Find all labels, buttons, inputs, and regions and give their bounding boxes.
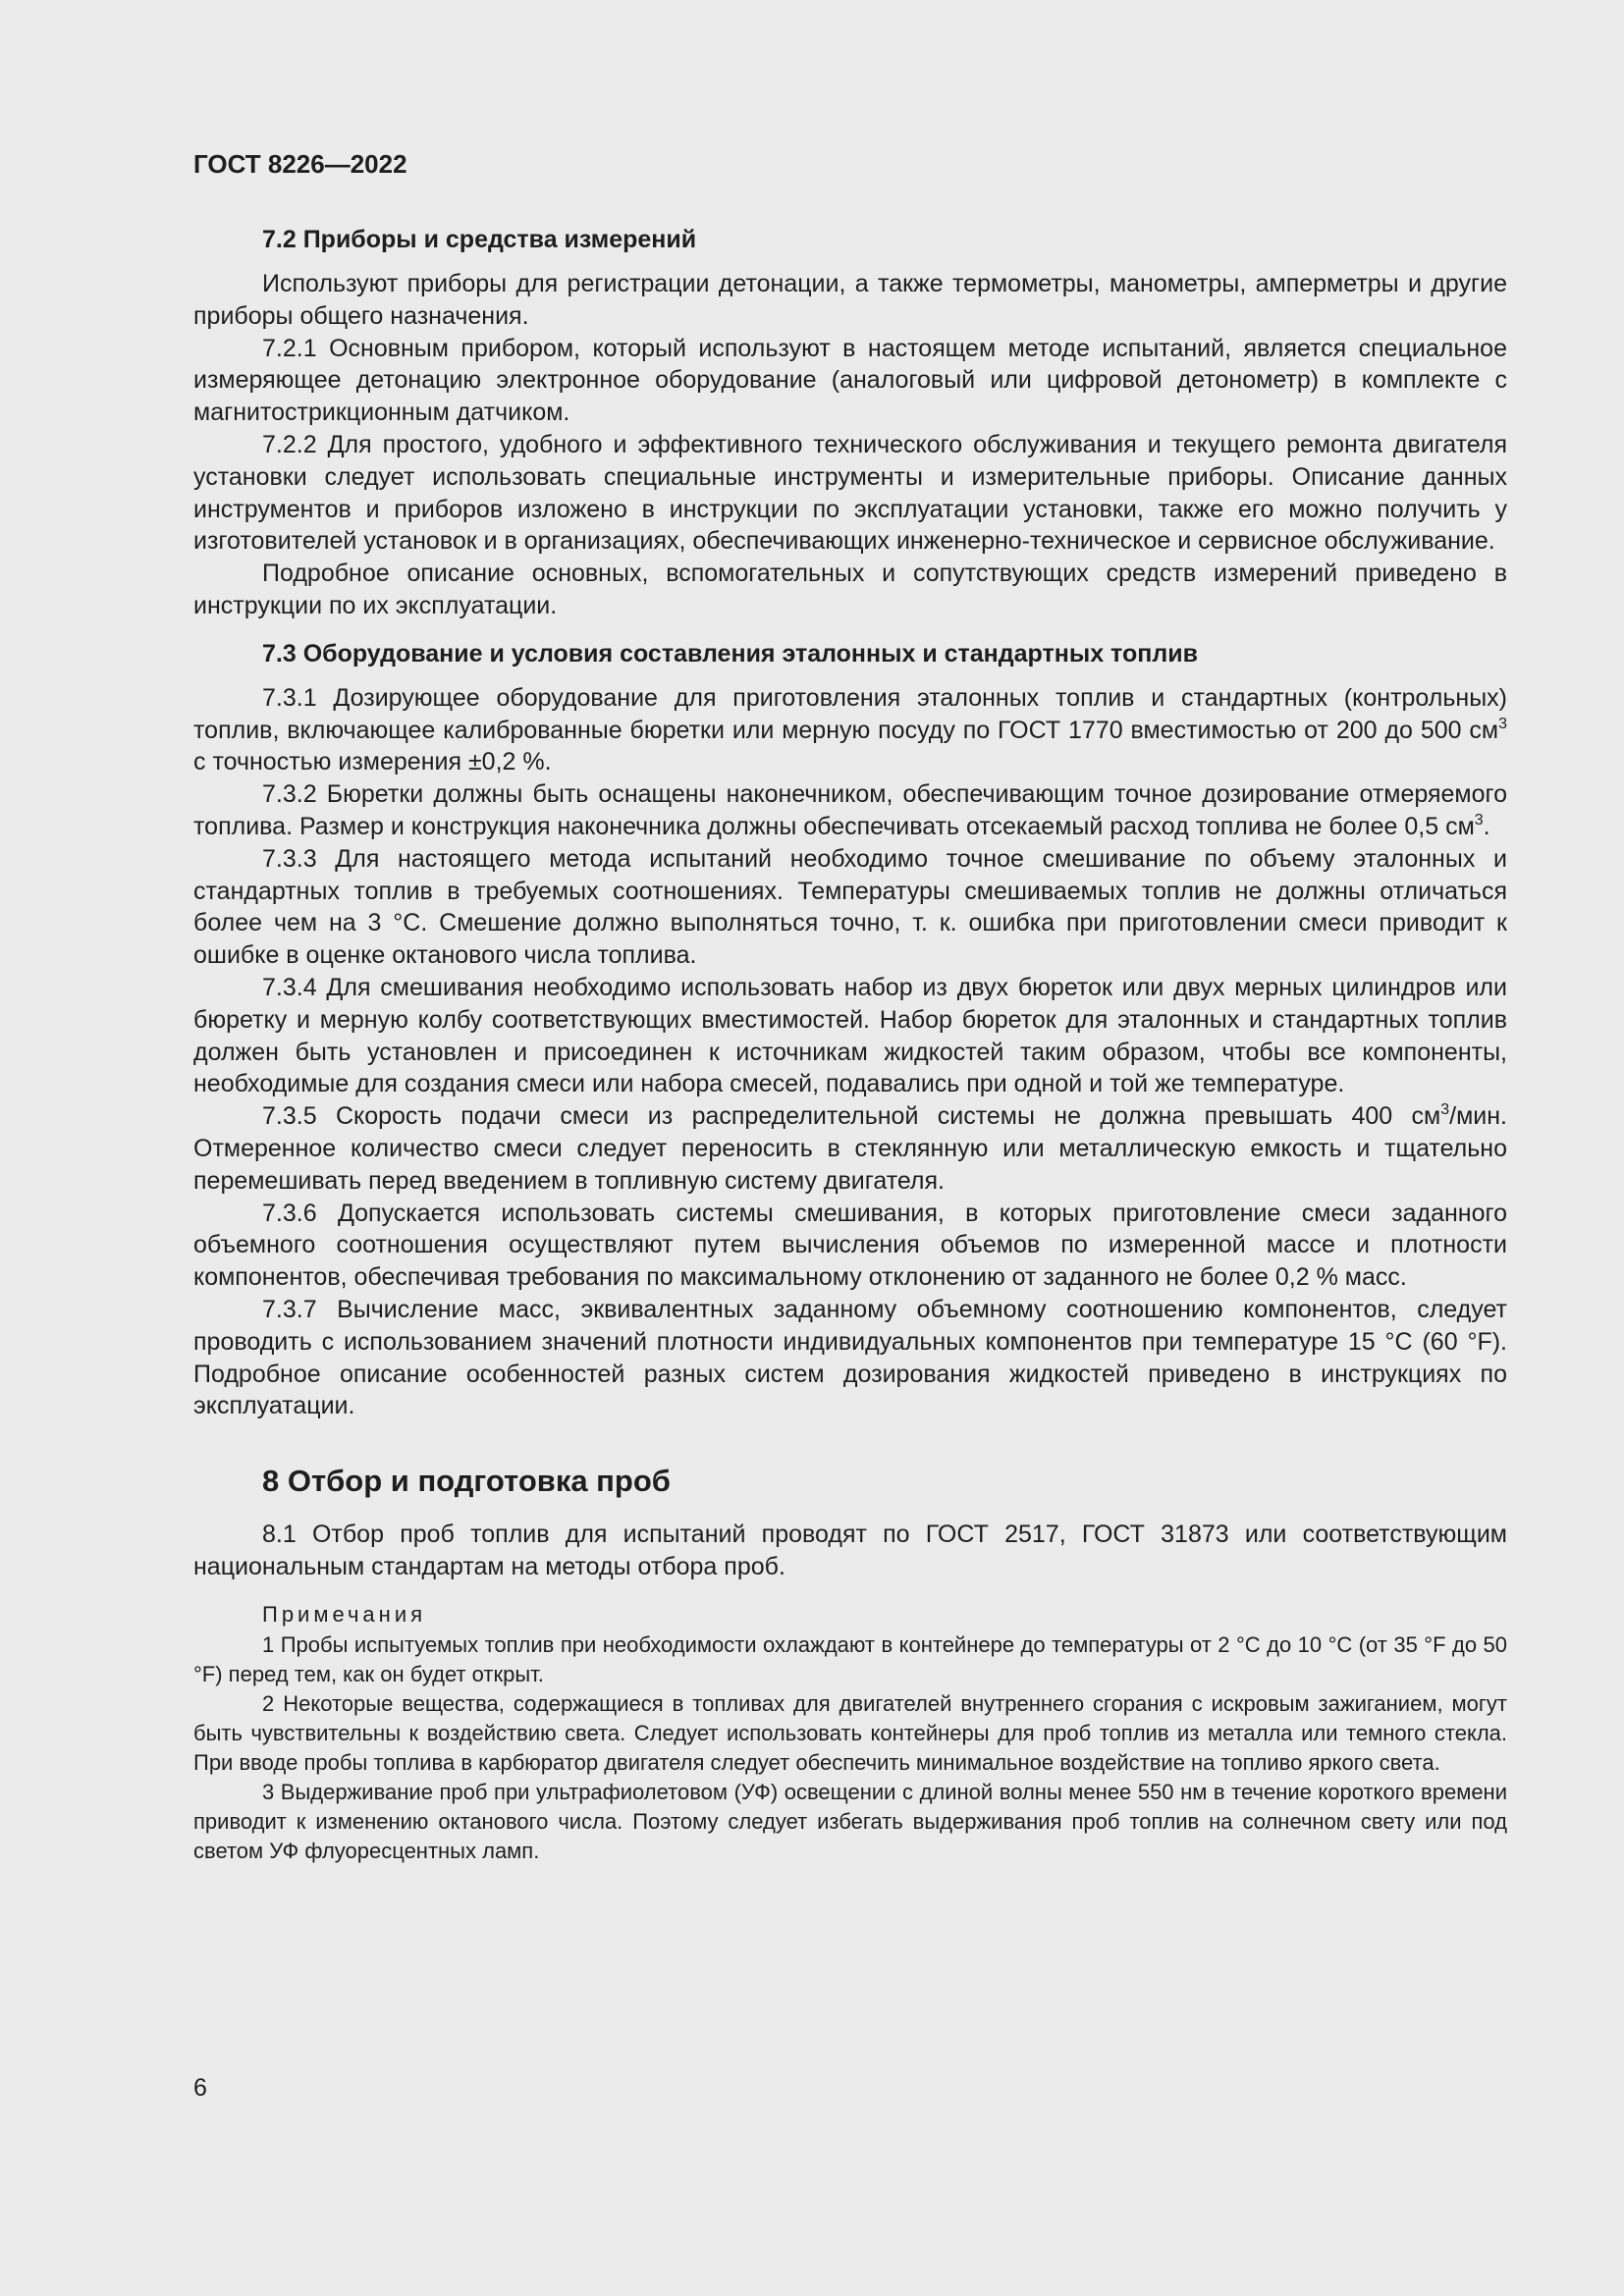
paragraph: 7.3.2 Бюретки должны быть оснащены наконечником, обеспечивающим точное дозирование отмеряемого топлива. Размер и конструкция наконечника должны обеспечивать отсекаемый расход топлива не более 0,5 $см^3$. (193, 780, 1507, 840)
paragraph: 7.2.2 Для простого, удобного и эффективного технического обслуживания и текущего ремонта двигателя установки следует использовать специальные инструменты и измерительные приборы. Описание данных инструментов и приборов изложено в инструкции по эксплуатации установки, также его можно получить у изготовителей установок и в организациях, обеспечивающих инженерно-техническое и сервисное обслуживание. (193, 430, 1507, 556)
section-7-3-heading: 7.3 Оборудование и условия составления эталонных и стандартных топлив (262, 639, 1198, 667)
note: 2 Некоторые вещества, содержащиеся в топливах для двигателей внутреннего сгорания с искровым зажиганием, могут быть чувствительны к воздействию света. Следует использовать контейнеры для проб топлив из металла или темного стекла. При вводе пробы топлива в карбюратор двигателя следует обеспечить минимальное воздействие на топливо яркого света. (193, 1690, 1507, 1775)
section-8-heading: 8 Отбор и подготовка проб (262, 1464, 671, 1499)
paragraph: 7.3.4 Для смешивания необходимо использовать набор из двух бюреток или двух мерных цилиндров или бюретку и мерную колбу соответствующих вместимостей. Набор бюреток для эталонных и стандартных топлив должен быть установлен и присоединен к источникам жидкостей таким образом, чтобы все компоненты, необходимые для создания смеси или набора смесей, подавались при одной и той же температуре. (193, 973, 1507, 1098)
notes-title: Примечания (262, 1601, 427, 1627)
paragraph: 7.3.5 Скорость подачи смеси из распределительной системы не должна превышать 400 $см^3$/мин. Отмеренное количество смеси следует переносить в стеклянную или металлическую емкость и тщательно перемешивать перед введением в топливную систему двигателя. (193, 1101, 1507, 1195)
note: 1 Пробы испытуемых топлив при необходимости охлаждают в контейнере до температуры от 2 °С до 10 °С (от 35 °F до 50 °F) перед тем, как он будет открыт. (193, 1631, 1507, 1686)
paragraph: Подробное описание основных, вспомогательных и сопутствующих средств измерений приведено в инструкции по их эксплуатации. (193, 560, 1507, 619)
note: 3 Выдерживание проб при ультрафиолетовом (УФ) освещении с длиной волны менее 550 нм в течение короткого времени приводит к изменению октанового числа. Поэтому следует избегать выдерживания проб топлив на солнечном свету или под светом УФ флуоресцентных ламп. (193, 1779, 1507, 1863)
page-number: 6 (193, 2074, 207, 2102)
paragraph: 7.3.6 Допускается использовать системы смешивания, в которых приготовление смеси заданного объемного соотношения осуществляют путем вычисления объемов по измеренной массе и плотности компонентов, обеспечивая требования по максимальному отклонению от заданного не более 0,2 % масс. (193, 1199, 1507, 1292)
paragraph: 7.3.3 Для настоящего метода испытаний необходимо точное смешивание по объему эталонных и стандартных топлив в требуемых соотношениях. Температуры смешиваемых топлив не должны отличаться более чем на 3 °С. Смешение должно выполняться точно, т. к. ошибка при приготовлении смеси приводит к ошибке в оценке октанового числа топлива. (193, 844, 1507, 970)
paragraph: 8.1 Отбор проб топлив для испытаний проводят по ГОСТ 2517, ГОСТ 31873 или соответствующим национальным стандартам на методы отбора проб. (193, 1521, 1507, 1580)
paragraph: 7.3.1 Дозирующее оборудование для приготовления эталонных топлив и стандартных (контрольных) топлив, включающее калиброванные бюретки или мерную посуду по ГОСТ 1770 вместимостью от 200 до 500 $см^3$ с точностью измерения ±0,2 %. (193, 683, 1507, 776)
document-page (193, 147, 1507, 1866)
paragraph: Используют приборы для регистрации детонации, а также термометры, манометры, амперметры и другие приборы общего назначения. (193, 270, 1507, 330)
document-code: ГОСТ 8226—2022 (193, 149, 407, 179)
paragraph: 7.3.7 Вычисление масс, эквивалентных заданному объемному соотношению компонентов, следует проводить с использованием значений плотности индивидуальных компонентов при температуре 15 °С (60 °F). Подробное описание особенностей разных систем дозирования жидкостей приведено в инструкциях по эксплуатации. (193, 1295, 1507, 1420)
section-7-2-heading: 7.2 Приборы и средства измерений (262, 226, 697, 253)
paragraph: 7.2.1 Основным прибором, который используют в настоящем методе испытаний, является специальное измеряющее детонацию электронное оборудование (аналоговый или цифровой детонометр) в комплекте с магнитострикционным датчиком. (193, 334, 1507, 427)
